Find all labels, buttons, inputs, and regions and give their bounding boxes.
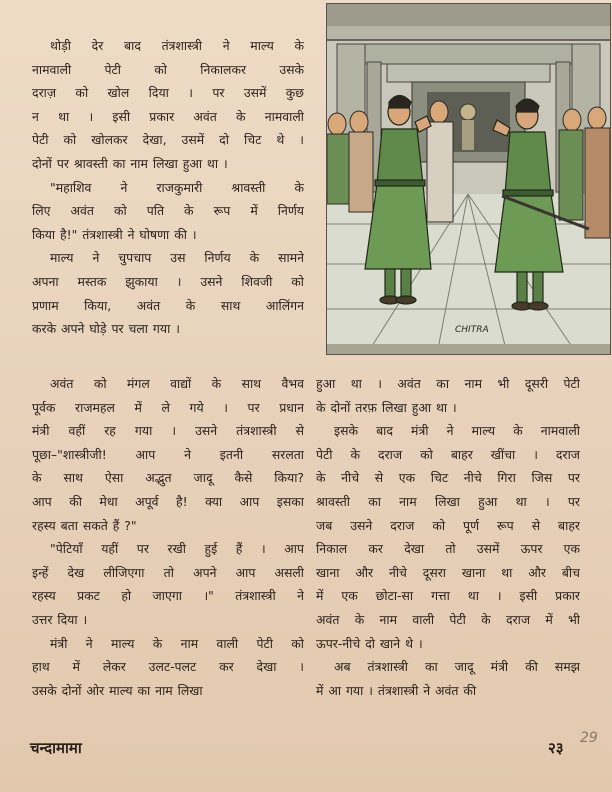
text-line: रहस्य बता सकते हैं ?" <box>32 517 137 533</box>
text-line: हाथ में लेकर उलट-पलट कर देखा । <box>32 659 304 675</box>
text-line: अपना मस्तक झुकाया । उसने शिवजी को <box>32 273 304 289</box>
handwritten-page-note: 29 <box>580 730 598 746</box>
text-line: "पेटियाँ यहीं पर रखी हुई हैं । आप <box>50 541 304 557</box>
text-line: इन्हें देख लीजिएगा तो अपने आप असली <box>32 564 304 580</box>
text-line: हुआ था । अवंत का नाम भी दूसरी पेटी <box>316 376 580 391</box>
text-line: उत्तर दिया । <box>32 611 88 627</box>
text-line: दराज़ को खोल दिया । पर उसमें कुछ <box>32 85 304 101</box>
text-line: इसके बाद मंत्री ने माल्य के नामवाली <box>334 423 580 439</box>
text-line: निकाल कर देखा तो उसमें ऊपर एक <box>316 541 580 557</box>
page-number: २३ <box>548 739 564 757</box>
text-line: मंत्री वहीं रह गया । उसने तंत्रशास्त्री से <box>32 423 304 439</box>
text-line: पूर्वक राजमहल में ले गये । पर प्रधान <box>32 399 304 415</box>
text-line: उसके दोनों ओर माल्य का नाम लिखा <box>32 682 203 698</box>
text-line: में एक छोटा-सा गत्ता था । इसी प्रकार <box>316 588 580 604</box>
text-line: अवंत के नाम वाली पेटी के दराज में भी <box>316 611 580 627</box>
text-line: श्रावस्ती का नाम लिखा हुआ था । पर <box>316 493 580 509</box>
text-line: अवंत को मंगल वाद्यों के साथ वैभव <box>50 376 304 391</box>
left-column-top <box>32 34 304 341</box>
text-line: जब उसने दराज को पूर्ण रूप से बाहर <box>316 517 580 533</box>
text-line: माल्य ने चुपचाप उस निर्णय के सामने <box>50 250 304 266</box>
text-line: के साथ ऐसा अद्भुत जादू कैसे किया? <box>32 470 304 486</box>
text-line: किया है!" तंत्रशास्त्री ने घोषणा की । <box>32 226 197 242</box>
text-line: प्रणाम किया, अवंत के साथ आलिंगन <box>32 297 304 313</box>
text-line: के दोनों तरफ़ लिखा हुआ था । <box>316 399 457 415</box>
right-column <box>316 372 580 702</box>
text-line: थोड़ी देर बाद तंत्रशास्त्री ने माल्य के <box>50 38 304 53</box>
text-line: के नीचे से एक चिट नीचे गिरा जिस पर <box>316 470 580 486</box>
text-line: दोनों पर श्रावस्ती का नाम लिखा हुआ था । <box>32 155 228 171</box>
text-line: ऊपर-नीचे दो खाने थे । <box>316 635 423 651</box>
text-line: खाना और नीचे दूसरा खाना था और बीच <box>316 564 580 580</box>
text-line: अब तंत्रशास्त्री का जादू मंत्री की समझ <box>334 659 580 675</box>
text-line: "महाशिव ने राजकुमारी श्रावस्ती के <box>50 179 304 195</box>
text-line: पेटी को खोलकर देखा, उसमें दो चिट थे । <box>32 132 304 148</box>
text-line: आप की मेधा अपूर्व है! क्या आप इसका <box>32 493 304 509</box>
text-line: में आ गया । तंत्रशास्त्री ने अवंत की <box>316 682 477 698</box>
text-line: न था । इसी प्रकार अवंत के नामवाली <box>32 108 304 124</box>
text-line: रहस्य प्रकट हो जाएगा ।" तंत्रशास्त्री ने <box>32 588 304 604</box>
text-line: लिए अवंत को पति के रूप में निर्णय <box>32 203 304 219</box>
text-line: नामवाली पेटी को निकालकर उसके <box>32 61 304 77</box>
text-line: मंत्री ने माल्य के नाम वाली पेटी को <box>50 635 304 651</box>
left-column-bottom <box>32 372 304 702</box>
text-line: पूछा–"शास्त्रीजी! आप ने इतनी सरलता <box>32 446 304 462</box>
story-illustration <box>326 3 611 355</box>
magazine-name: चन्दामामा <box>30 739 82 757</box>
text-line: करके अपने घोड़े पर चला गया । <box>32 321 180 337</box>
artist-signature: CHITRA <box>455 325 489 335</box>
text-line: पेटी के दराज को बाहर खींचा । दराज <box>316 446 580 462</box>
